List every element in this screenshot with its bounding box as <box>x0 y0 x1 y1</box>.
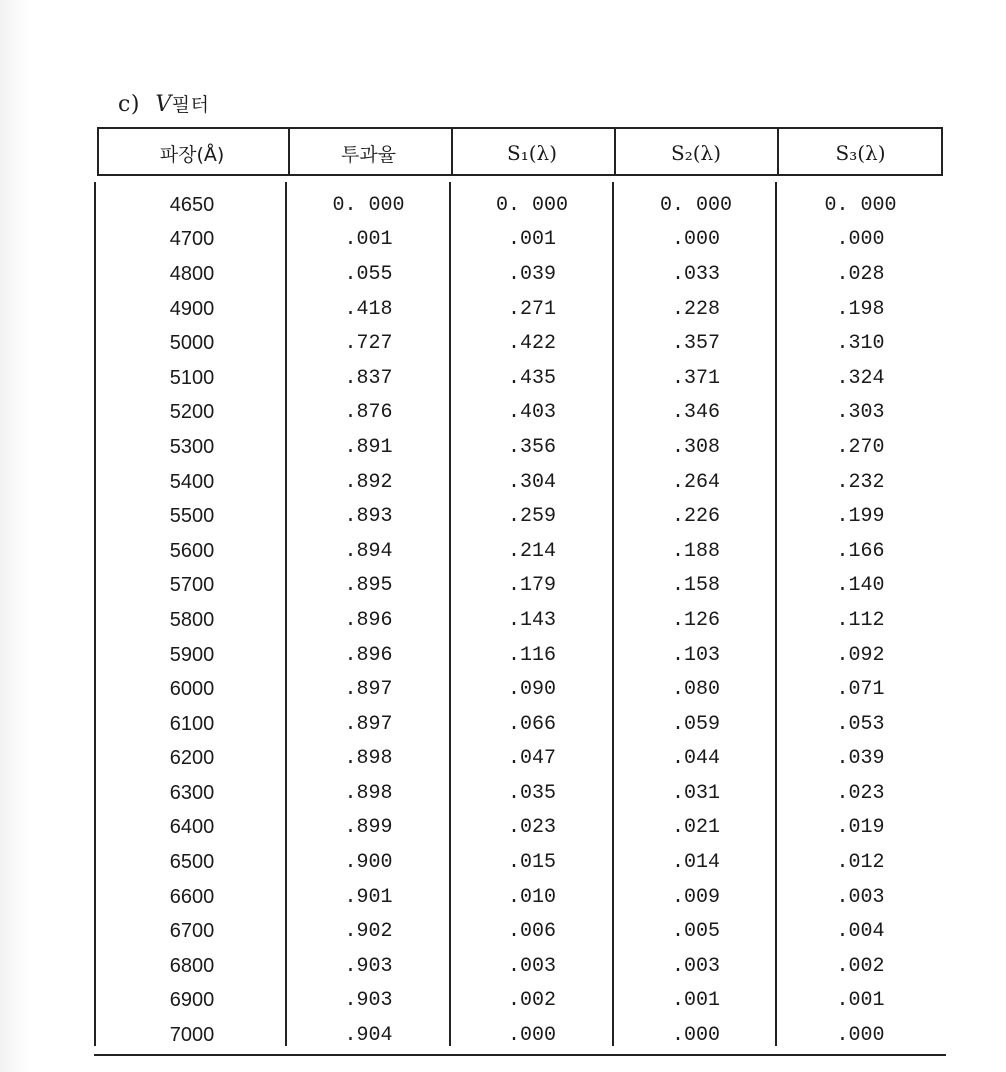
s3-cell: .310 <box>836 332 885 356</box>
s1-cell: .002 <box>507 989 556 1013</box>
left-border-body <box>94 182 96 1046</box>
s3-cell: .002 <box>836 954 885 978</box>
s3-cell: .303 <box>836 401 885 425</box>
transmittance-cell: .894 <box>344 539 393 563</box>
s3-cell: .001 <box>836 989 885 1013</box>
transmittance-cell: .897 <box>344 712 393 736</box>
transmittance-cell: .898 <box>344 747 393 771</box>
transmittance-cell: .904 <box>344 1024 393 1048</box>
table-row <box>97 949 943 984</box>
table-row <box>97 188 943 223</box>
s1-cell: .015 <box>507 851 556 875</box>
s2-cell: .188 <box>671 539 720 563</box>
wavelength-cell: 4900 <box>169 297 215 320</box>
s3-cell: .270 <box>836 435 885 459</box>
s1-cell: .039 <box>507 262 556 286</box>
s2-cell: .103 <box>671 643 720 667</box>
s1-cell: .179 <box>507 574 556 598</box>
table-row <box>97 603 943 638</box>
top-rule <box>97 127 943 129</box>
table-row <box>97 845 943 880</box>
transmittance-cell: .903 <box>344 954 393 978</box>
s3-cell: .199 <box>836 505 885 529</box>
s1-cell: .066 <box>507 712 556 736</box>
s1-cell: .035 <box>507 781 556 805</box>
s3-cell: .092 <box>836 643 885 667</box>
transmittance-cell: .896 <box>344 643 393 667</box>
s3-cell: .071 <box>836 678 885 702</box>
transmittance-cell: 0. 000 <box>332 193 405 217</box>
s3-cell: .019 <box>836 816 885 840</box>
transmittance-cell: .900 <box>344 851 393 875</box>
header-s2: S₂(λ) <box>671 141 721 165</box>
s3-cell: .004 <box>836 920 885 944</box>
s2-cell: .031 <box>671 781 720 805</box>
wavelength-cell: 5500 <box>169 505 215 528</box>
wavelength-cell: 4650 <box>169 193 215 216</box>
wavelength-cell: 5600 <box>169 539 215 562</box>
transmittance-cell: .893 <box>344 505 393 529</box>
s1-cell: .047 <box>507 747 556 771</box>
table-row <box>97 361 943 396</box>
wavelength-cell: 5300 <box>169 435 215 458</box>
transmittance-cell: .902 <box>344 920 393 944</box>
s3-cell: 0. 000 <box>824 193 897 217</box>
transmittance-cell: .901 <box>344 885 393 909</box>
wavelength-cell: 6500 <box>169 851 215 874</box>
wavelength-cell: 6100 <box>169 712 215 735</box>
table-row <box>97 776 943 811</box>
s1-cell: 0. 000 <box>495 193 568 217</box>
transmittance-cell: .727 <box>344 332 393 356</box>
transmittance-cell: .897 <box>344 678 393 702</box>
s1-cell: .023 <box>507 816 556 840</box>
s2-cell: .308 <box>671 435 720 459</box>
s2-cell: .371 <box>671 366 720 390</box>
s3-cell: .039 <box>836 747 885 771</box>
wavelength-cell: 5200 <box>169 401 215 424</box>
table-row <box>97 534 943 569</box>
table-row <box>97 707 943 742</box>
s1-cell: .001 <box>507 228 556 252</box>
table-row <box>97 880 943 915</box>
header-s1: S₁(λ) <box>507 141 557 165</box>
transmittance-cell: .898 <box>344 781 393 805</box>
header-transmittance: 투과율 <box>340 143 397 166</box>
s2-cell: .009 <box>671 885 720 909</box>
table-row <box>97 811 943 846</box>
wavelength-cell: 5700 <box>169 574 215 597</box>
s1-cell: .435 <box>507 366 556 390</box>
s3-cell: .012 <box>836 851 885 875</box>
transmittance-cell: .001 <box>344 228 393 252</box>
s2-cell: .005 <box>671 920 720 944</box>
s3-cell: .198 <box>836 297 885 321</box>
wavelength-cell: 5000 <box>169 332 215 355</box>
s1-cell: .403 <box>507 401 556 425</box>
s2-cell: .001 <box>671 989 720 1013</box>
s3-cell: .000 <box>836 1024 885 1048</box>
wavelength-cell: 5800 <box>169 608 215 631</box>
wavelength-cell: 5100 <box>169 366 215 389</box>
wavelength-cell: 5900 <box>169 643 215 666</box>
s2-cell: .226 <box>671 505 720 529</box>
s3-cell: .028 <box>836 262 885 286</box>
table-row <box>97 326 943 361</box>
table-row <box>97 257 943 292</box>
s2-cell: .003 <box>671 954 720 978</box>
s1-cell: .003 <box>507 954 556 978</box>
s1-cell: .304 <box>507 470 556 494</box>
caption-filter-word: 필터 <box>171 94 210 116</box>
s1-cell: .006 <box>507 920 556 944</box>
bottom-rule <box>94 1054 946 1056</box>
table-row <box>97 1018 943 1053</box>
s3-cell: .166 <box>836 539 885 563</box>
wavelength-cell: 6300 <box>169 781 215 804</box>
header-row <box>97 130 943 176</box>
wavelength-cell: 6700 <box>169 920 215 943</box>
v-filter-table <box>97 130 943 1053</box>
s1-cell: .259 <box>507 505 556 529</box>
transmittance-cell: .895 <box>344 574 393 598</box>
table-row <box>97 569 943 604</box>
caption-label: c) <box>118 92 140 117</box>
s2-cell: .044 <box>671 747 720 771</box>
s2-cell: .059 <box>671 712 720 736</box>
wavelength-cell: 6900 <box>169 989 215 1012</box>
s2-cell: .021 <box>671 816 720 840</box>
s1-cell: .271 <box>507 297 556 321</box>
s3-cell: .324 <box>836 366 885 390</box>
table-row <box>97 223 943 258</box>
transmittance-cell: .418 <box>344 297 393 321</box>
header-s3: S₃(λ) <box>835 141 886 165</box>
transmittance-cell: .892 <box>344 470 393 494</box>
s1-cell: .000 <box>507 1024 556 1048</box>
s2-cell: .033 <box>671 262 720 286</box>
table-row <box>97 430 943 465</box>
caption-filter-letter: V <box>155 92 172 117</box>
table-row <box>97 638 943 673</box>
s3-cell: .003 <box>836 885 885 909</box>
wavelength-cell: 6200 <box>169 747 215 770</box>
transmittance-cell: .055 <box>344 262 393 286</box>
s1-cell: .090 <box>507 678 556 702</box>
table-caption <box>118 90 210 117</box>
s1-cell: .010 <box>507 885 556 909</box>
wavelength-cell: 6000 <box>169 678 215 701</box>
s3-cell: .053 <box>836 712 885 736</box>
table-row <box>97 499 943 534</box>
s2-cell: .228 <box>671 297 720 321</box>
table-row <box>97 984 943 1019</box>
table-row <box>97 465 943 500</box>
table-row <box>97 396 943 431</box>
s3-cell: .140 <box>836 574 885 598</box>
transmittance-cell: .891 <box>344 435 393 459</box>
s2-cell: .000 <box>671 1024 720 1048</box>
s3-cell: .232 <box>836 470 885 494</box>
table-row <box>97 914 943 949</box>
s2-cell: 0. 000 <box>659 193 732 217</box>
wavelength-cell: 4700 <box>169 228 215 251</box>
transmittance-cell: .899 <box>344 816 393 840</box>
wavelength-cell: 6600 <box>169 885 215 908</box>
wavelength-cell: 7000 <box>169 1024 215 1047</box>
transmittance-cell: .896 <box>344 608 393 632</box>
table-row <box>97 672 943 707</box>
s3-cell: .112 <box>836 608 885 632</box>
s2-cell: .000 <box>671 228 720 252</box>
header-wavelength: 파장(Å) <box>159 143 225 166</box>
s2-cell: .014 <box>671 851 720 875</box>
table-row <box>97 292 943 327</box>
s3-cell: .023 <box>836 781 885 805</box>
s2-cell: .264 <box>671 470 720 494</box>
s2-cell: .158 <box>671 574 720 598</box>
table-row <box>97 742 943 777</box>
s2-cell: .080 <box>671 678 720 702</box>
s1-cell: .214 <box>507 539 556 563</box>
s1-cell: .116 <box>507 643 556 667</box>
wavelength-cell: 6800 <box>169 954 215 977</box>
transmittance-cell: .903 <box>344 989 393 1013</box>
transmittance-cell: .876 <box>344 401 393 425</box>
wavelength-cell: 6400 <box>169 816 215 839</box>
transmittance-cell: .837 <box>344 366 393 390</box>
s2-cell: .357 <box>671 332 720 356</box>
wavelength-cell: 4800 <box>169 262 215 285</box>
s2-cell: .126 <box>671 608 720 632</box>
s1-cell: .356 <box>507 435 556 459</box>
s1-cell: .143 <box>507 608 556 632</box>
s2-cell: .346 <box>671 401 720 425</box>
s1-cell: .422 <box>507 332 556 356</box>
wavelength-cell: 5400 <box>169 470 215 493</box>
s3-cell: .000 <box>836 228 885 252</box>
